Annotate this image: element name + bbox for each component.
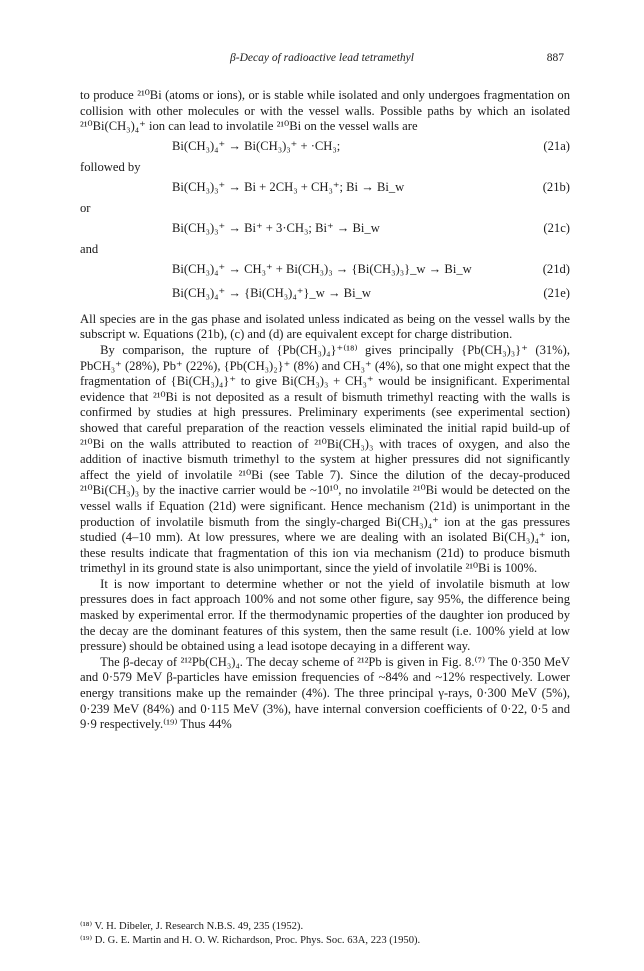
equation-number: (21b) — [542, 179, 570, 194]
equation-21a — [80, 135, 570, 159]
paragraph-yield-discussion: It is now important to determine whether or not the yield of involatile bismuth at low pressures does in fact approach 100% and not some other figure, say 95%, the difference being masked by experimental error. If the thermodynamic properties of the daughter ion produced by the decay are the dominant features of this system, then the same result (i.e. 100% yield at low pressure) should be obtained using a lead isotope decaying in a different way. — [80, 576, 570, 654]
equation-21b — [80, 176, 570, 200]
article-body — [80, 88, 570, 733]
equation-number: (21c) — [543, 220, 570, 235]
connector-or: or — [80, 200, 91, 215]
footnote-18: ⁽¹⁸⁾ V. H. Dibeler, J. Research N.B.S. 49, 235 (1952). — [80, 921, 304, 932]
equation-expression: Bi(CH₃)₃⁺ → Bi⁺ + 3·CH₃; Bi⁺ → Bi_w — [172, 220, 380, 235]
running-head-title: β-Decay of radioactive lead tetramethyl — [230, 52, 414, 64]
paragraph-comparison: By comparison, the rupture of {Pb(CH₃)₄}⁺⁽¹⁸⁾ gives principally {Pb(CH₃)₃}⁺ (31%), PbCH₃⁺ (28%), Pb⁺ (22%), {Pb(CH₃)₂}⁺ (8%) and CH₃⁺ (4%), so that one might expect that the fragmentation of {Bi(CH₃)₄}⁺ to give Bi(CH₃)₃ + CH₃⁺ would be insignificant. Experimental evidence that ²¹⁰Bi is not deposited as a result of bismuth trimethyl reacting with the walls is confirmed by studies at high pressures. Preliminary experiments (see experimental section) showed that careful preparation of the reaction vessels eliminated the initial rapid build-up of ²¹⁰Bi on the walls attributed to reaction of ²¹⁰Bi(CH₃)₃ with traces of oxygen, and also the addition of inactive bismuth trimethyl to the system at higher pressures did not significantly affect the yield of involatile ²¹⁰Bi (see Table 7). Since the dilution of the decay-produced ²¹⁰Bi(CH₃)₃ by the inactive carrier would be ~10¹⁰, no involatile ²¹⁰Bi would be detected on the vessel walls if Equation (21d) were significant. Hence mechanism (21d) is unimportant in the production of involatile bismuth from the singly-charged Bi(CH₃)₄⁺ ion at the gas pressures studied (4–10 mm). At low pressures, where we are dealing with an isolated Bi(CH₃)₄⁺ ion, these results indicate that fragmentation of this ion via mechanism (21d) to produce bismuth trimethyl in its ground state is also unimportant, since the yield of involatile ²¹⁰Bi is 100%. — [80, 342, 570, 576]
equation-21c — [80, 217, 570, 241]
equation-expression: Bi(CH₃)₃⁺ → Bi + 2CH₃ + CH₃⁺; Bi → Bi_w — [172, 179, 405, 194]
equation-number: (21a) — [543, 138, 570, 153]
connector-and: and — [80, 241, 99, 256]
equation-number: (21e) — [543, 285, 570, 300]
equation-21e — [80, 282, 570, 306]
equation-number: (21d) — [542, 261, 570, 276]
paragraph-continued: to produce ²¹⁰Bi (atoms or ions), or is stable while isolated and only undergoes fragmentation on collision with other molecules or with the vessel walls. Possible paths by which an isolated ²¹⁰Bi(CH₃)₄⁺ ion can lead to involatile ²¹⁰Bi on the vessel walls are — [80, 88, 570, 134]
running-head — [80, 52, 564, 68]
connector-followed-by: followed by — [80, 159, 141, 174]
equation-expression: Bi(CH₃)₄⁺ → CH₃⁺ + Bi(CH₃)₃ → {Bi(CH₃)₃}_w → Bi_w — [172, 261, 472, 276]
paragraph-species-note: All species are in the gas phase and isolated unless indicated as being on the vessel walls by the subscript w. Equations (21b), (c) and (d) are equivalent except for charge distribution. — [80, 311, 570, 342]
equation-expression: Bi(CH₃)₄⁺ → Bi(CH₃)₃⁺ + ·CH₃; — [172, 138, 341, 153]
equation-expression: Bi(CH₃)₄⁺ → {Bi(CH₃)₄⁺}_w → Bi_w — [172, 285, 371, 300]
footnotes — [80, 920, 570, 948]
paragraph-pb212-decay: The β-decay of ²¹²Pb(CH₃)₄. The decay scheme of ²¹²Pb is given in Fig. 8.⁽⁷⁾ The 0·350 MeV and 0·579 MeV β-particles have emission frequencies of ~84% and ~12% respectively. Lower energy transitions make up the remainder (4%). The three principal γ-rays, 0·300 MeV (5%), 0·239 MeV (84%) and 0·115 MeV (3%), have internal conversion coefficients of 0·22, 0·5 and 9·9 respectively.⁽¹⁹⁾ Thus 44% — [80, 654, 570, 732]
equation-21d — [80, 258, 570, 282]
page-number: 887 — [546, 52, 564, 64]
footnote-19: ⁽¹⁹⁾ D. G. E. Martin and H. O. W. Richardson, Proc. Phys. Soc. 63A, 223 (1950). — [80, 935, 421, 946]
